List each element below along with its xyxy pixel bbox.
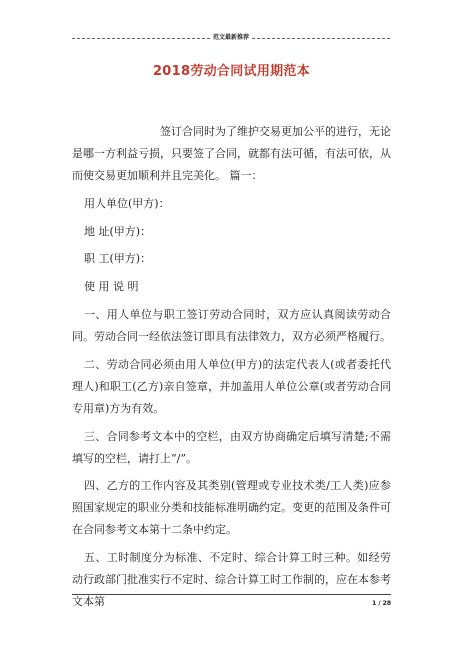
paragraph-item-1: 一、用人单位与职工签订劳动合同时，双方应认真阅读劳动合同。劳动合同一经依法签订即具有法律效力，双方必须严格履行。 — [72, 307, 391, 343]
paragraph-usage-heading: 使 用 说 明 — [84, 280, 139, 294]
paragraph-item-4: 四、乙方的工作内容及其类别(管理或专业技术类/工人类)应参照国家规定的职业分类和技能标准明确约定。变更的范围及条件可在合同参考文本第十二条中约定。 — [72, 479, 391, 537]
paragraph-address: 地 址(甲方)： — [84, 224, 152, 238]
document-title: 2018劳动合同试用期范本 — [152, 64, 311, 79]
paragraph-employer: 用人单位(甲方)： — [84, 196, 170, 210]
paragraph-intro: 签订合同时为了维护交易更加公平的进行，无论是哪一方利益亏损，只要签了合同，就都有法可循，有法可依，从而使交易更加顺利并且完美化。 篇一： — [72, 125, 391, 182]
page-header — [72, 33, 390, 43]
paragraph-item-5: 五、工时制度分为标准、不定时、综合计算工时三种。如经劳动行政部门批准实行不定时、综合计算工时工作制的，应在本参考文本第 — [72, 551, 391, 609]
header-label: 范文最新推荐 — [213, 34, 250, 41]
paragraph-employee: 职 工(甲方)： — [84, 252, 152, 266]
footer-divider — [72, 594, 391, 595]
page-number: 1 / 28 — [372, 600, 391, 607]
header-divider-right — [252, 38, 390, 39]
header-divider-left — [72, 38, 210, 39]
paragraph-item-3: 三、合同参考文本中的空栏，由双方协商确定后填写清楚;不需填写的空栏，请打上“/”。 — [72, 429, 391, 465]
document-body — [72, 121, 391, 619]
paragraph-item-2: 二、劳动合同必须由用人单位(甲方)的法定代表人(或者委托代理人)和职工(乙方)亲自签章，并加盖用人单位公章(或者劳动合同专用章)方为有效。 — [72, 357, 391, 415]
